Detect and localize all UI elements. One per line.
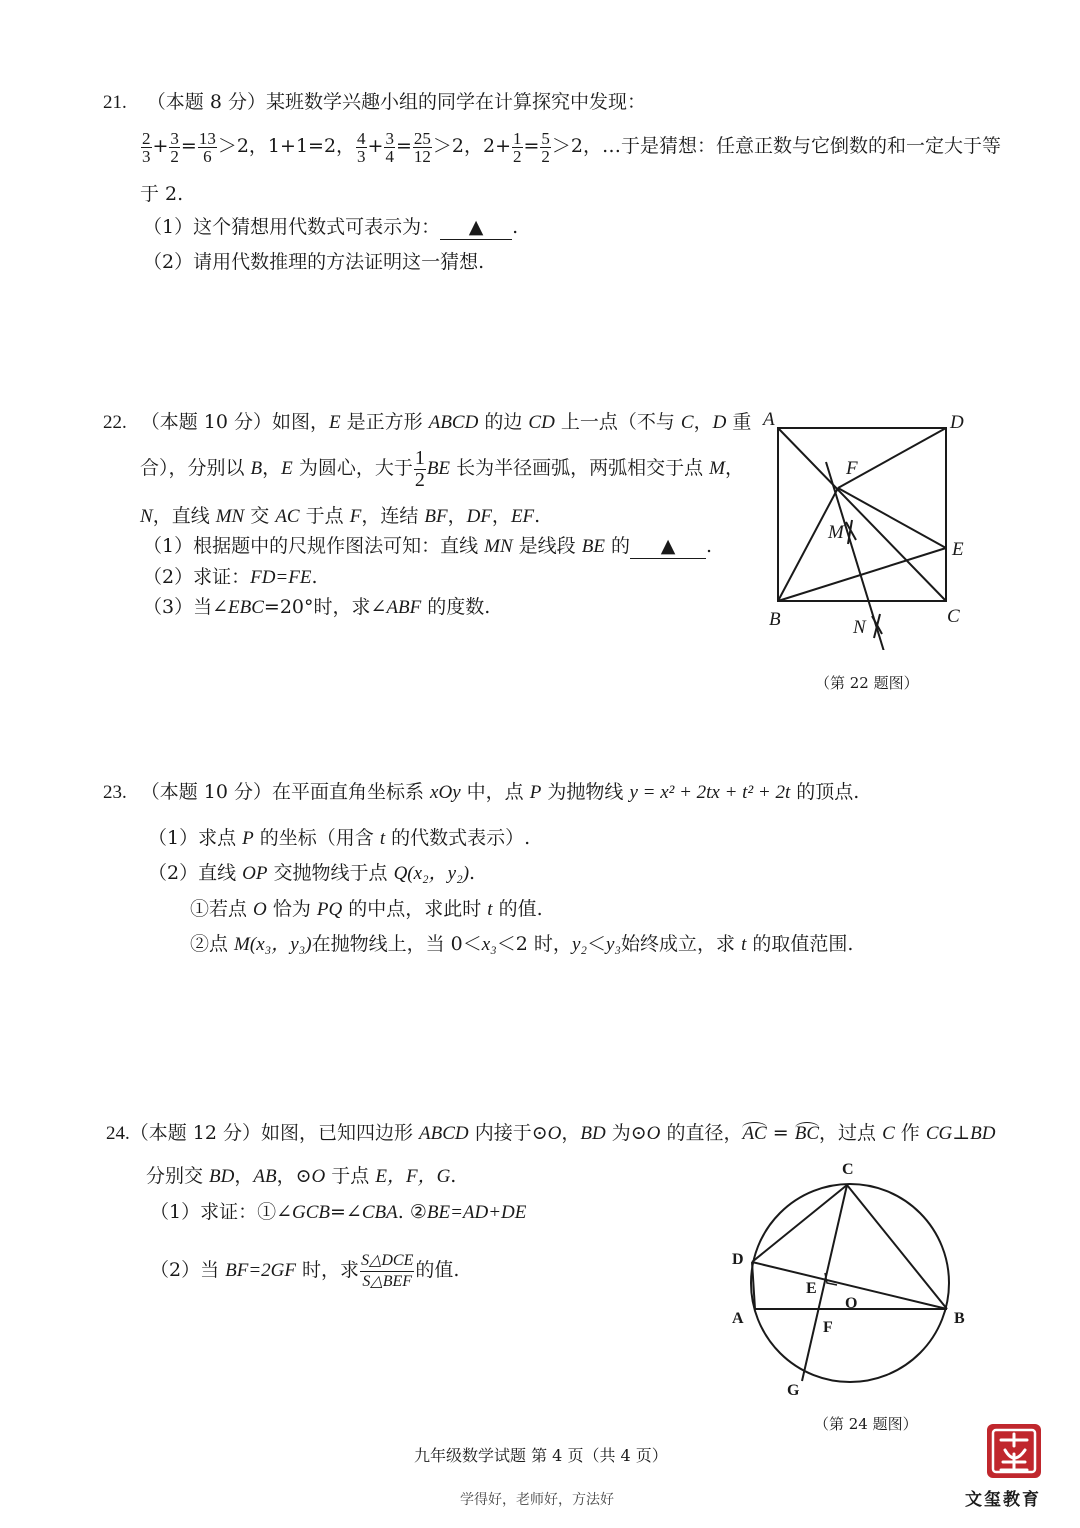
text: （1）求证：①∠ [150, 1201, 293, 1223]
text: 中，点 [460, 781, 530, 803]
var: C [680, 412, 694, 433]
q22-line2 [140, 446, 744, 491]
parabola-formula: y = x² + 2tx + t² + 2t [629, 782, 791, 803]
q21-examples-line [140, 128, 1001, 165]
q24-figure [720, 1155, 980, 1405]
fraction: $\frac{2}{3}$ [142, 128, 151, 166]
q22-heading [103, 410, 751, 435]
var: P [242, 828, 254, 849]
text: 的代数式表示）. [385, 827, 531, 849]
var: xOy [430, 782, 461, 803]
text: 长为半径画弧，两弧相交于点 [450, 457, 710, 479]
var: N [140, 506, 153, 527]
text: . [469, 862, 476, 884]
label-n: N [853, 617, 866, 638]
text: 为圆心，大于 [292, 457, 413, 479]
var: O [646, 1123, 661, 1144]
var: ABF [386, 597, 422, 618]
brand-seal-logo [985, 1422, 1043, 1480]
text: （本题 12 分）如图，已知四边形 [129, 1122, 420, 1144]
var: EF [510, 506, 535, 527]
text: 的直径， [660, 1122, 743, 1144]
q21-line3: 于 2. [140, 183, 184, 205]
q22-figure [750, 400, 980, 650]
fraction: $\frac{3}{2}$ [170, 128, 179, 166]
var: PQ [316, 899, 343, 920]
arc-n [872, 614, 882, 638]
var: AB [253, 1166, 277, 1187]
segment-cb [847, 1185, 947, 1309]
q21-part1-text: （1）这个猜想用代数式可表示为： [143, 216, 441, 238]
slogan: 学得好，老师好，方法好 [460, 1492, 614, 1508]
var: D [712, 412, 727, 433]
q24-number: 24. [106, 1123, 130, 1144]
label-b: B [954, 1310, 965, 1327]
q22-part3 [143, 595, 490, 620]
var: E [281, 458, 293, 479]
label-b: B [769, 609, 781, 630]
q24-part2 [150, 1246, 459, 1295]
fraction: $\frac{3}{4}$ [385, 128, 394, 166]
var: BD [970, 1123, 996, 1144]
q21-heading [103, 90, 646, 115]
q22-part2 [143, 565, 318, 590]
q23-heading [103, 780, 859, 805]
q24-part1 [150, 1200, 526, 1225]
text: 重 [726, 411, 752, 433]
text: ， [724, 457, 744, 479]
var: MN [484, 536, 513, 557]
q24-line2 [146, 1164, 456, 1189]
text: ， [447, 505, 467, 527]
q21-example-text-3: ＞2，…于是猜想：任意正数与它倒数的和一定大于等 [551, 135, 1002, 157]
text: （3）当∠ [143, 596, 229, 618]
var: BF=2GF [225, 1260, 297, 1281]
q24-heading [106, 1121, 995, 1146]
equals-sign: = [180, 135, 197, 157]
var: GCB [292, 1202, 331, 1223]
fraction-half: $\frac{1}{2}$ [414, 446, 425, 491]
text: ＜2 时， [496, 933, 572, 955]
var: BE=AD+DE [426, 1202, 527, 1223]
q23-number: 23. [103, 782, 127, 803]
text: 的值. [492, 898, 543, 920]
text: 始终成立，求 [621, 933, 742, 955]
page-footer: 九年级数学试题 第 4 页（共 4 页） [414, 1446, 668, 1465]
var: P [529, 782, 542, 803]
label-c: C [842, 1161, 854, 1178]
var: ABCD [419, 1123, 469, 1144]
text: 于点 [325, 1165, 376, 1187]
label-d: D [950, 412, 964, 433]
q23-sub1 [190, 897, 543, 922]
label-d: D [732, 1251, 744, 1268]
var: x₃ [481, 934, 497, 955]
text: ， [262, 457, 282, 479]
text: . [450, 1165, 457, 1187]
text: 时，求 [296, 1259, 360, 1281]
var: O [311, 1166, 326, 1187]
label-e: E [952, 539, 964, 560]
arc-ac: AC [742, 1123, 767, 1144]
text: 的值. [415, 1259, 460, 1281]
period: . [706, 535, 713, 557]
var: BF [424, 506, 448, 527]
circle-o [751, 1184, 949, 1382]
var: CG [925, 1123, 953, 1144]
label-g: G [787, 1382, 800, 1399]
text: （2）求证： [143, 566, 251, 588]
text: ①若点 [190, 898, 254, 920]
text: ， [234, 1165, 254, 1187]
q23-sub2 [190, 932, 853, 957]
q21-intro: （本题 8 分）某班数学兴趣小组的同学在计算探究中发现： [146, 91, 646, 113]
label-e: E [806, 1280, 817, 1297]
answer-blank[interactable]: ▲ [440, 215, 512, 240]
text: 交抛物线于点 [267, 862, 394, 884]
q21-part1 [143, 215, 518, 240]
var: BD [580, 1123, 606, 1144]
text: 上一点（不与 [554, 411, 681, 433]
fraction: $\frac{13}{6}$ [198, 128, 216, 166]
text: = [766, 1122, 795, 1144]
fraction: $\frac{5}{2}$ [541, 128, 550, 166]
var: DF [466, 506, 492, 527]
text: 是正方形 [340, 411, 429, 433]
text: 是线段 [512, 535, 582, 557]
text: （本题 10 分）如图， [140, 411, 330, 433]
q21-example-text-1: ＞2，1+1=2， [217, 135, 356, 157]
var: Q(x₂，y₂) [393, 863, 470, 884]
text: 合），分别以 [140, 457, 251, 479]
q22-part1 [143, 534, 712, 559]
q22-line3 [140, 504, 540, 529]
var: y₃ [606, 934, 622, 955]
text: ， [561, 1122, 581, 1144]
text: 的边 [478, 411, 529, 433]
q23-part1 [148, 826, 530, 851]
segment-ef [838, 488, 946, 548]
var: BE [426, 458, 451, 479]
var: ABCD [428, 412, 479, 433]
var: BD [209, 1166, 235, 1187]
text: ， [693, 411, 713, 433]
text: ，连结 [361, 505, 425, 527]
equals-sign: = [395, 135, 412, 157]
var: F [349, 506, 362, 527]
text: ②点 [190, 933, 235, 955]
text: （2）当 [150, 1259, 226, 1281]
var: MN [215, 506, 245, 527]
var: M [709, 458, 725, 479]
var: t [487, 899, 493, 920]
fraction: $\frac{4}{3}$ [357, 128, 366, 166]
var: O [253, 899, 267, 920]
text: 作 [894, 1122, 926, 1144]
var: M(x₃，y₃) [234, 934, 312, 955]
text: 内接于⊙ [468, 1122, 548, 1144]
text: ⊥ [952, 1122, 971, 1144]
q22-caption: （第 22 题图） [815, 674, 919, 692]
text: . [534, 505, 541, 527]
var: t [379, 828, 386, 849]
text: ，⊙ [276, 1165, 312, 1187]
text: ， [491, 505, 511, 527]
plus-sign: + [152, 135, 169, 157]
text: 的中点，求此时 [342, 898, 488, 920]
q22-number: 22. [103, 412, 127, 433]
text: （1）求点 [148, 827, 243, 849]
fraction: $\frac{25}{12}$ [413, 128, 431, 166]
area-ratio-fraction: $\frac{\text{S△DCE}}{\text{S△BEF}}$ [361, 1251, 414, 1290]
text: =∠ [330, 1201, 362, 1223]
var: E，F，G [375, 1166, 451, 1187]
fraction: $\frac{1}{2}$ [513, 128, 522, 166]
var: CD [528, 412, 555, 433]
text: （2）直线 [148, 862, 243, 884]
text: . [311, 566, 318, 588]
text: ，过点 [819, 1122, 883, 1144]
text: =20°时，求∠ [263, 596, 387, 618]
var: B [250, 458, 263, 479]
label-f: F [823, 1319, 833, 1336]
text: （1）根据题中的尺规作图法可知：直线 [143, 535, 485, 557]
label-a: A [763, 409, 775, 430]
var: EBC [228, 597, 264, 618]
text: 的顶点. [790, 781, 860, 803]
label-f: F [846, 458, 858, 479]
label-m: M [828, 522, 844, 543]
q23-part2 [148, 861, 475, 886]
var: OP [242, 863, 268, 884]
brand-name: 文玺教育 [965, 1490, 1041, 1510]
text: 为抛物线 [541, 781, 630, 803]
var: O [547, 1123, 562, 1144]
text: ＜ [586, 933, 606, 955]
text: 于点 [299, 505, 350, 527]
label-o: O [845, 1295, 858, 1312]
plus-sign: + [367, 135, 384, 157]
text: （本题 10 分）在平面直角坐标系 [140, 781, 431, 803]
equals-sign: = [523, 135, 540, 157]
text: 的坐标（用含 [253, 827, 380, 849]
var: y₂ [571, 934, 587, 955]
text: 为⊙ [605, 1122, 647, 1144]
text: ，直线 [152, 505, 216, 527]
var: E [329, 412, 341, 433]
var: t [741, 934, 747, 955]
text: 的 [604, 535, 630, 557]
text: 的取值范围. [746, 933, 854, 955]
var: CBA [361, 1202, 398, 1223]
answer-blank[interactable]: ▲ [630, 534, 706, 559]
q21-example-text-2: ＞2，2+ [432, 135, 511, 157]
var: BE [581, 536, 605, 557]
text: 恰为 [266, 898, 317, 920]
q21-part2: （2）请用代数推理的方法证明这一猜想. [143, 251, 485, 273]
label-c: C [947, 606, 960, 627]
text: 交 [244, 505, 276, 527]
text: 在抛物线上，当 0＜ [311, 933, 482, 955]
var: AC [275, 506, 300, 527]
arc-bc: BC [794, 1123, 820, 1144]
q24-caption: （第 24 题图） [814, 1415, 918, 1433]
var: C [882, 1123, 895, 1144]
q21-number: 21. [103, 92, 127, 113]
label-a: A [732, 1310, 744, 1327]
text: 的度数. [421, 596, 491, 618]
var: FD=FE [250, 567, 312, 588]
text: 分别交 [146, 1165, 210, 1187]
text: . ② [397, 1201, 427, 1223]
period: . [512, 216, 519, 238]
